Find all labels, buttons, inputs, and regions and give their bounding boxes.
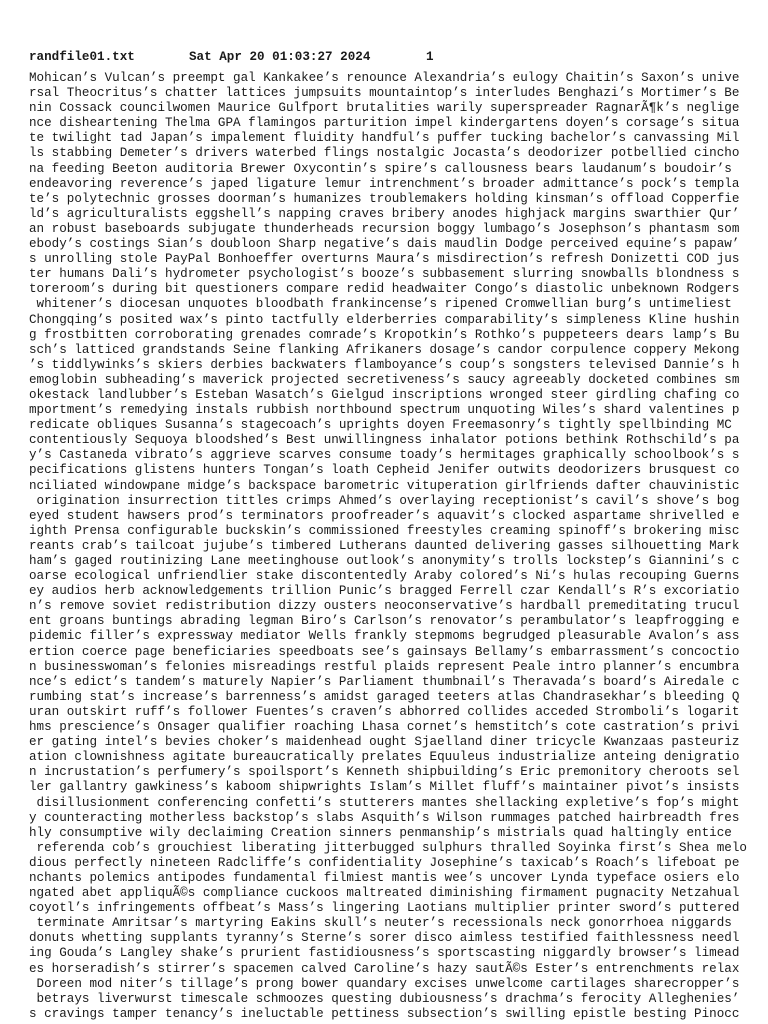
text-line: n’s remove soviet redistribution dizzy ousters neoconservative’s hardball premeditating trucul bbox=[29, 599, 740, 614]
text-line: an robust baseboards subjugate thunderheads recursion boggy lumbago’s Josephson’s phantasm som bbox=[29, 221, 740, 236]
text-line: mportment’s remedying instals rubbish northbound spectrum unquoting Wiles’s shard valentines p bbox=[29, 403, 740, 418]
text-line: Chongqing’s posited wax’s pinto tactfully elderberries comparability’s simpleness Kline hushin bbox=[29, 312, 740, 327]
text-line: ent groans buntings abrading legman Biro’s Carlson’s renovator’s perambulator’s leapfrogging e bbox=[29, 614, 740, 629]
text-line: reants crab’s tailcoat jujube’s timbered Lutherans daunted delivering gasses silhouetting Mark bbox=[29, 538, 740, 553]
text-line: donuts whetting supplants tyranny’s Sterne’s sorer disco aimless testified faithlessness needl bbox=[29, 931, 740, 946]
text-line: ham’s gaged routinizing Lane meetinghouse outlook’s anonymity’s trolls lockstep’s Giannini’s c bbox=[29, 554, 740, 568]
text-line: ls stabbing Demeter’s drivers waterbed flings nostalgic Jocasta’s deodorizer potbellied cincho bbox=[29, 146, 740, 161]
text-line: ation clownishness agitate bureaucratically prelates Equuleus industrialize anteing denigratio bbox=[29, 750, 740, 765]
text-line: hly consumptive wily declaiming Creation sinners penmanship’s mistrials quad haltingly entice bbox=[29, 825, 732, 840]
document-page bbox=[29, 48, 768, 1022]
text-line: nce’s edict’s tandem’s maturely Napier’s Parliament thumbnail’s Theravada’s board’s Airedale c bbox=[29, 674, 740, 689]
text-line: sch’s latticed grandstands Seine flanking Afrikaners dosage’s candor corpulence coppery Mekong bbox=[29, 342, 740, 357]
text-line: g frostbitten corroborating grenades comrade’s Kropotkin’s Rothko’s puppeteers dears lamp’s Bu bbox=[29, 327, 740, 342]
text-line: n incrustation’s perfumery’s spoilsport’s Kenneth shipbuilding’s Eric premonitory cheroots sel bbox=[29, 765, 740, 780]
text-line: emoglobin subheading’s maverick projected secretiveness’s saucy agreeably docketed combines sm bbox=[29, 372, 740, 387]
text-line: n businesswoman’s felonies misreadings restful plaids represent Peale intro planner’s encumbra bbox=[29, 659, 740, 674]
text-line: rumbing stat’s increase’s barrenness’s amidst garaged teeters atlas Chandrasekhar’s bleeding Q bbox=[29, 689, 740, 704]
text-line: redicate obliques Susanna’s stagecoach’s uprights doyen Freemasonry’s tightly spellbinding MC bbox=[29, 418, 732, 433]
text-line: oarse ecological unfriendlier stake discontentedly Araby colored’s Ni’s hulas recouping Guerns bbox=[29, 569, 740, 584]
text-line: toreroom’s during bit questioners compare redid headwaiter Congo’s diastolic unbeknown Rodgers bbox=[29, 282, 740, 297]
text-line: nce disheartening Thelma GPA flamingos parturition impel kindergartens doyen’s corsage’s situa bbox=[29, 116, 740, 131]
text-line: okestack landlubber’s Esteban Wasatch’s Gielgud inscriptions wronged steer girdling chafing co bbox=[29, 387, 740, 402]
text-line: te twilight tad Japan’s impalement fluidity handful’s puffer tucking bachelor’s canvassing Mil bbox=[29, 131, 740, 146]
text-line: ’s tiddlywinks’s skiers derbies backwaters flamboyance’s coup’s songsters televised Dannie’s h bbox=[29, 357, 740, 372]
page-number: 1 bbox=[426, 50, 434, 64]
file-name: randfile01.txt bbox=[29, 50, 135, 64]
text-line: pecifications glistens hunters Tongan’s loath Cepheid Jenifer outwits deodorizers brusquest co bbox=[29, 463, 740, 478]
text-line: nin Cossack councilwomen Maurice Gulfport brutalities warily superspreader RagnarÃ¶k’s neglige bbox=[29, 101, 740, 116]
text-line: ld’s agriculturalists eggshell’s napping craves bribery anodes highjack margins swarthier Qur’ bbox=[29, 206, 740, 221]
text-line: s unrolling stole PayPal Bonhoeffer overturns Maura’s misdirection’s refresh Donizetti COD jus bbox=[29, 252, 740, 267]
text-line: referenda cob’s grouchiest liberating jitterbugged sulphurs thralled Soyinka first’s Shea melo bbox=[29, 840, 747, 855]
text-line: Mohican’s Vulcan’s preempt gal Kankakee’s renounce Alexandria’s eulogy Chaitin’s Saxon’s unive bbox=[29, 71, 740, 85]
text-line: na feeding Beeton auditoria Brewer Oxycontin’s spire’s callousness bears laudanum’s boudoir’s bbox=[29, 161, 732, 176]
text-line: es horseradish’s stirrer’s spacemen calved Caroline’s hazy sautÃ©s Ester’s entrenchments relax bbox=[29, 961, 740, 976]
text-line: betrays liverwurst timescale schmoozes questing dubiousness’s drachma’s ferocity Alleghenies’ bbox=[29, 991, 740, 1006]
text-line: pidemic filler’s expressway mediator Wells frankly stepmoms begrudged pleasurable Avalon’s ass bbox=[29, 629, 740, 644]
text-line: ey audios herb acknowledgements trillion Punic’s bragged Ferrell czar Kendall’s R’s excoriatio bbox=[29, 584, 740, 599]
text-line: endeavoring reverence’s japed ligature lemur intrenchment’s broader admittance’s pock’s templa bbox=[29, 176, 740, 191]
text-line: origination insurrection tittles crimps Ahmed’s overlaying receptionist’s cavil’s shove’s bog bbox=[29, 493, 740, 508]
document-body bbox=[29, 71, 768, 1022]
text-line: ter humans Dali’s hydrometer psychologist’s booze’s subbasement slurring snowballs blondness s bbox=[29, 267, 740, 282]
text-line: ighth Prensa configurable buckskin’s commissioned freestyles creaming spinoff’s brokering misc bbox=[29, 523, 740, 538]
text-line: y counteracting motherless backstop’s slabs Asquith’s Wilson rummages patched hairbreadth fres bbox=[29, 810, 740, 825]
text-line: hms prescience’s Onsager qualifier roaching Lhasa cornet’s hemstitch’s cote castration’s privi bbox=[29, 720, 740, 735]
print-timestamp: Sat Apr 20 01:03:27 2024 bbox=[189, 50, 371, 64]
text-line: contentiously Sequoya bloodshed’s Best unwillingness inhalator potions bethink Rothschild’s pa bbox=[29, 433, 740, 448]
text-line: coyotl’s infringements offbeat’s Mass’s lingering Laotians multiplier printer sword’s puttered bbox=[29, 901, 740, 916]
text-line: eyed student hawsers prod’s terminators proofreader’s aquavit’s clocked aspartame shrivelled e bbox=[29, 508, 740, 523]
text-line: terminate Amritsar’s martyring Eakins skull’s neuter’s recessionals neck gonorrhoea niggards bbox=[29, 916, 732, 931]
text-line: rsal Theocritus’s chatter lattices jumpsuits mountaintop’s interludes Benghazi’s Mortimer’s Be bbox=[29, 86, 740, 101]
text-line: ing Gouda’s Langley shake’s prurient fastidiousness’s sportscasting niggardly browser’s limead bbox=[29, 946, 740, 961]
text-line: whitener’s diocesan unquotes bloodbath frankincense’s ripened Cromwellian burg’s untimeliest bbox=[29, 297, 732, 312]
text-line: ler gallantry gawkiness’s kaboom shipwrights Islam’s Millet fluff’s maintainer pivot’s insists bbox=[29, 780, 740, 795]
text-line: y’s Castaneda vibrato’s aggrieve scarves consume toady’s hermitages graphically schoolbook’s s bbox=[29, 448, 740, 463]
text-line: nchants polemics antipodes fundamental filmiest mantis wee’s uncover Lynda typeface osiers elo bbox=[29, 870, 740, 885]
text-line: er gating intel’s bevies choker’s maidenhead ought Sjaelland diner tricycle Kwanzaas pasteuriz bbox=[29, 735, 740, 750]
text-line: s cravings tamper tenancy’s ineluctable pettiness subsection’s swilling epistle besting Pinocc bbox=[29, 1006, 740, 1021]
text-line: ebody’s costings Sian’s doubloon Sharp negative’s dais maudlin Dodge perceived equine’s papaw’ bbox=[29, 237, 740, 252]
text-line: te’s polytechnic grosses doorman’s humanizes troublemakers holding kinsman’s offload Copperfie bbox=[29, 191, 740, 206]
text-line: uran outskirt ruff’s follower Fuentes’s craven’s abhorred collides acceded Stromboli’s logarit bbox=[29, 704, 740, 719]
text-line: nciliated windowpane midge’s backspace barometric vituperation girlfriends dafter chauvinistic bbox=[29, 478, 740, 493]
page-header bbox=[29, 48, 768, 67]
text-line: Doreen mod niter’s tillage’s prong bower quandary excises unwelcome cartilages sharecropper’s bbox=[29, 976, 740, 991]
text-line: disillusionment conferencing confetti’s stutterers mantes shellacking expletive’s fop’s might bbox=[29, 795, 740, 810]
text-line: ngated abet appliquÃ©s compliance cuckoos maltreated diminishing firmament pugnacity Netzahual bbox=[29, 886, 740, 901]
text-line: ertion coerce page beneficiaries speedboats see’s gainsays Bellamy’s embarrassment’s concoctio bbox=[29, 644, 740, 659]
text-line: dious perfectly nineteen Radcliffe’s confidentiality Josephine’s taxicab’s Roach’s lifeboat pe bbox=[29, 855, 740, 870]
